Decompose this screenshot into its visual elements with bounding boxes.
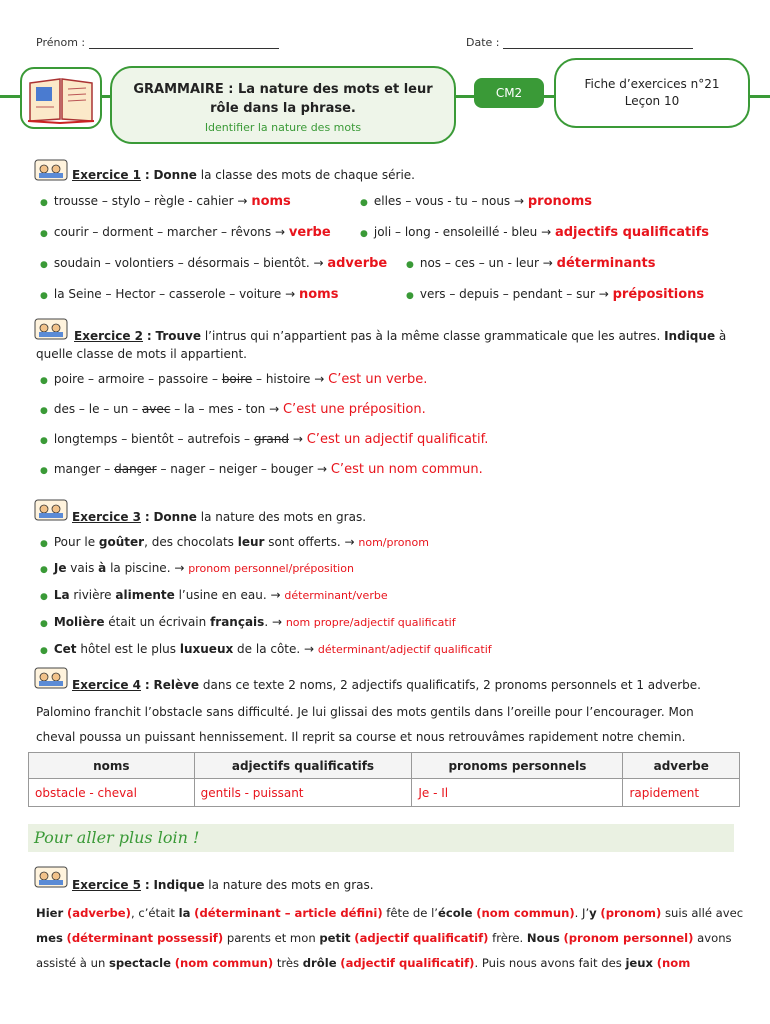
title-box <box>110 66 456 144</box>
pupils-icon <box>34 667 68 689</box>
table-cell: obstacle - cheval <box>29 779 195 807</box>
ex5-text-line <box>36 901 744 926</box>
bold-word: drôle <box>302 956 337 970</box>
ex1-item: ● elles – vous - tu – nous → pronoms <box>360 194 592 209</box>
ex3-item: ● Cet hôtel est le plus luxueux de la côte. → déterminant/adjectif qualificatif <box>40 642 492 656</box>
bold-word: la <box>178 906 191 920</box>
ex3-item: ● Je vais à la piscine. → pronom personnel/préposition <box>40 561 354 575</box>
title-line-2: rôle dans la phrase. <box>210 101 356 116</box>
answer-label: (adjectif qualificatif) <box>354 931 489 945</box>
ex1-item: ● trousse – stylo – règle - cahier → noms <box>40 194 291 209</box>
table-row <box>29 779 740 807</box>
answer-label: (pronom personnel) <box>563 931 694 945</box>
fiche-box <box>554 58 750 128</box>
ex4-text-line: cheval poussa un puissant hennissement. Il reprit sa course et nous retrouvâmes rapidement notre chemin. <box>36 730 686 744</box>
header-rule-left <box>0 95 22 98</box>
open-book-icon <box>22 69 100 127</box>
ex1-item: ● nos – ces – un - leur → déterminants <box>406 256 656 271</box>
header-rule-mid2 <box>454 95 474 98</box>
answer-label: (nom commun) <box>476 906 575 920</box>
ex3-title: Exercice 3 : Donne la nature des mots en gras. <box>72 510 367 524</box>
ex1-item: ● joli – long - ensoleillé - bleu → adjectifs qualificatifs <box>360 225 710 240</box>
ex3-item: ● La rivière alimente l’usine en eau. → déterminant/verbe <box>40 588 388 602</box>
bold-word: y <box>589 906 597 920</box>
bold-word: Nous <box>526 931 560 945</box>
text-segment: avons <box>693 931 732 945</box>
bold-word: petit <box>319 931 351 945</box>
ex2-instruction-line2: quelle classe de mots il appartient. <box>36 347 247 361</box>
prenom-blank <box>89 37 279 49</box>
text-segment: . Puis nous avons fait des <box>474 956 626 970</box>
table-header: noms <box>29 753 195 779</box>
table-header-row <box>29 753 740 779</box>
date-blank <box>503 37 693 49</box>
text-segment: très <box>273 956 303 970</box>
text-segment: frère. <box>488 931 527 945</box>
pupils-icon <box>34 866 68 888</box>
text-segment: suis allé avec <box>661 906 744 920</box>
answer-label: (déterminant possessif) <box>66 931 224 945</box>
answer-label: (adjectif qualificatif) <box>340 956 475 970</box>
title-line-1: GRAMMAIRE : La nature des mots et leur <box>133 82 433 97</box>
prenom-label: Prénom : <box>36 36 86 49</box>
table-header: pronoms personnels <box>412 753 623 779</box>
ex3-item: ● Pour le goûter, des chocolats leur sont offerts. → nom/pronom <box>40 535 429 549</box>
ex2-item: ● manger – danger – nager – neiger – bouger → C’est un nom commun. <box>40 462 483 477</box>
date-label: Date : <box>466 36 500 49</box>
answer-label: (nom <box>656 956 691 970</box>
header-rule-right <box>750 95 770 98</box>
date-field <box>466 36 693 49</box>
ex4-title: Exercice 4 : Relève dans ce texte 2 noms, 2 adjectifs qualificatifs, 2 pronoms personnels et 1 adverbe. <box>72 678 701 692</box>
ex2-item: ● longtemps – bientôt – autrefois – grand → C’est un adjectif qualificatif. <box>40 432 489 447</box>
ex5-text-line <box>36 926 736 951</box>
ex2-item: ● des – le – un – avec – la – mes - ton → C’est une préposition. <box>40 402 426 417</box>
ex4-text <box>36 700 736 750</box>
pupils-icon <box>34 499 68 521</box>
answer-label: (déterminant – article défini) <box>194 906 383 920</box>
bold-word: spectacle <box>108 956 171 970</box>
title-subtitle: Identifier la nature des mots <box>204 121 362 134</box>
further-banner: Pour aller plus loin ! <box>28 824 734 852</box>
ex5-text-line <box>36 951 736 976</box>
ex5-text <box>36 901 744 976</box>
bold-word: école <box>437 906 473 920</box>
ex5-title: Exercice 5 : Indique la nature des mots en gras. <box>72 878 374 892</box>
ex1-title: Exercice 1 : Donne la classe des mots de chaque série. <box>72 168 415 182</box>
table-header: adverbe <box>623 753 740 779</box>
text-segment: fête de l’ <box>382 906 438 920</box>
ex1-item: ● courir – dorment – marcher – rêvons → verbe <box>40 225 331 240</box>
ex4-answer-table <box>28 752 740 807</box>
text-segment: assisté à un <box>36 956 109 970</box>
ex1-item: ● soudain – volontiers – désormais – bientôt. → adverbe <box>40 256 388 271</box>
table-cell: gentils - puissant <box>194 779 412 807</box>
table-cell: Je - Il <box>412 779 623 807</box>
prenom-field <box>36 36 279 49</box>
text-segment: parents et mon <box>223 931 320 945</box>
ex2-item: ● poire – armoire – passoire – boire – histoire → C’est un verbe. <box>40 372 428 387</box>
bold-word: Hier <box>36 906 64 920</box>
ex3-item: ● Molière était un écrivain français. → nom propre/adjectif qualificatif <box>40 615 456 629</box>
level-badge: CM2 <box>474 78 544 108</box>
answer-label: (pronom) <box>600 906 662 920</box>
bold-word: jeux <box>625 956 654 970</box>
fiche-number: Fiche d’exercices n°21 <box>584 77 720 91</box>
lecon-number: Leçon 10 <box>624 94 680 108</box>
pupils-icon <box>34 318 68 340</box>
table-cell: rapidement <box>623 779 740 807</box>
text-segment: . J’ <box>574 906 590 920</box>
answer-label: (nom commun) <box>174 956 274 970</box>
answer-label: (adverbe) <box>66 906 131 920</box>
text-segment: , c’était <box>130 906 179 920</box>
book-logo-frame <box>20 67 102 129</box>
ex2-title: Exercice 2 : Trouve l’intrus qui n’appartient pas à la même classe grammaticale que les autres. Indique à <box>74 329 727 343</box>
bold-word: mes <box>36 931 63 945</box>
pupils-icon <box>34 159 68 181</box>
ex1-item: ● vers – depuis – pendant – sur → prépositions <box>406 287 705 302</box>
ex4-text-line: Palomino franchit l’obstacle sans difficulté. Je lui glissai des mots gentils dans l’oreille pour l’encourager. Mon <box>36 705 694 719</box>
ex1-item: ● la Seine – Hector – casserole – voiture → noms <box>40 287 339 302</box>
table-header: adjectifs qualificatifs <box>194 753 412 779</box>
